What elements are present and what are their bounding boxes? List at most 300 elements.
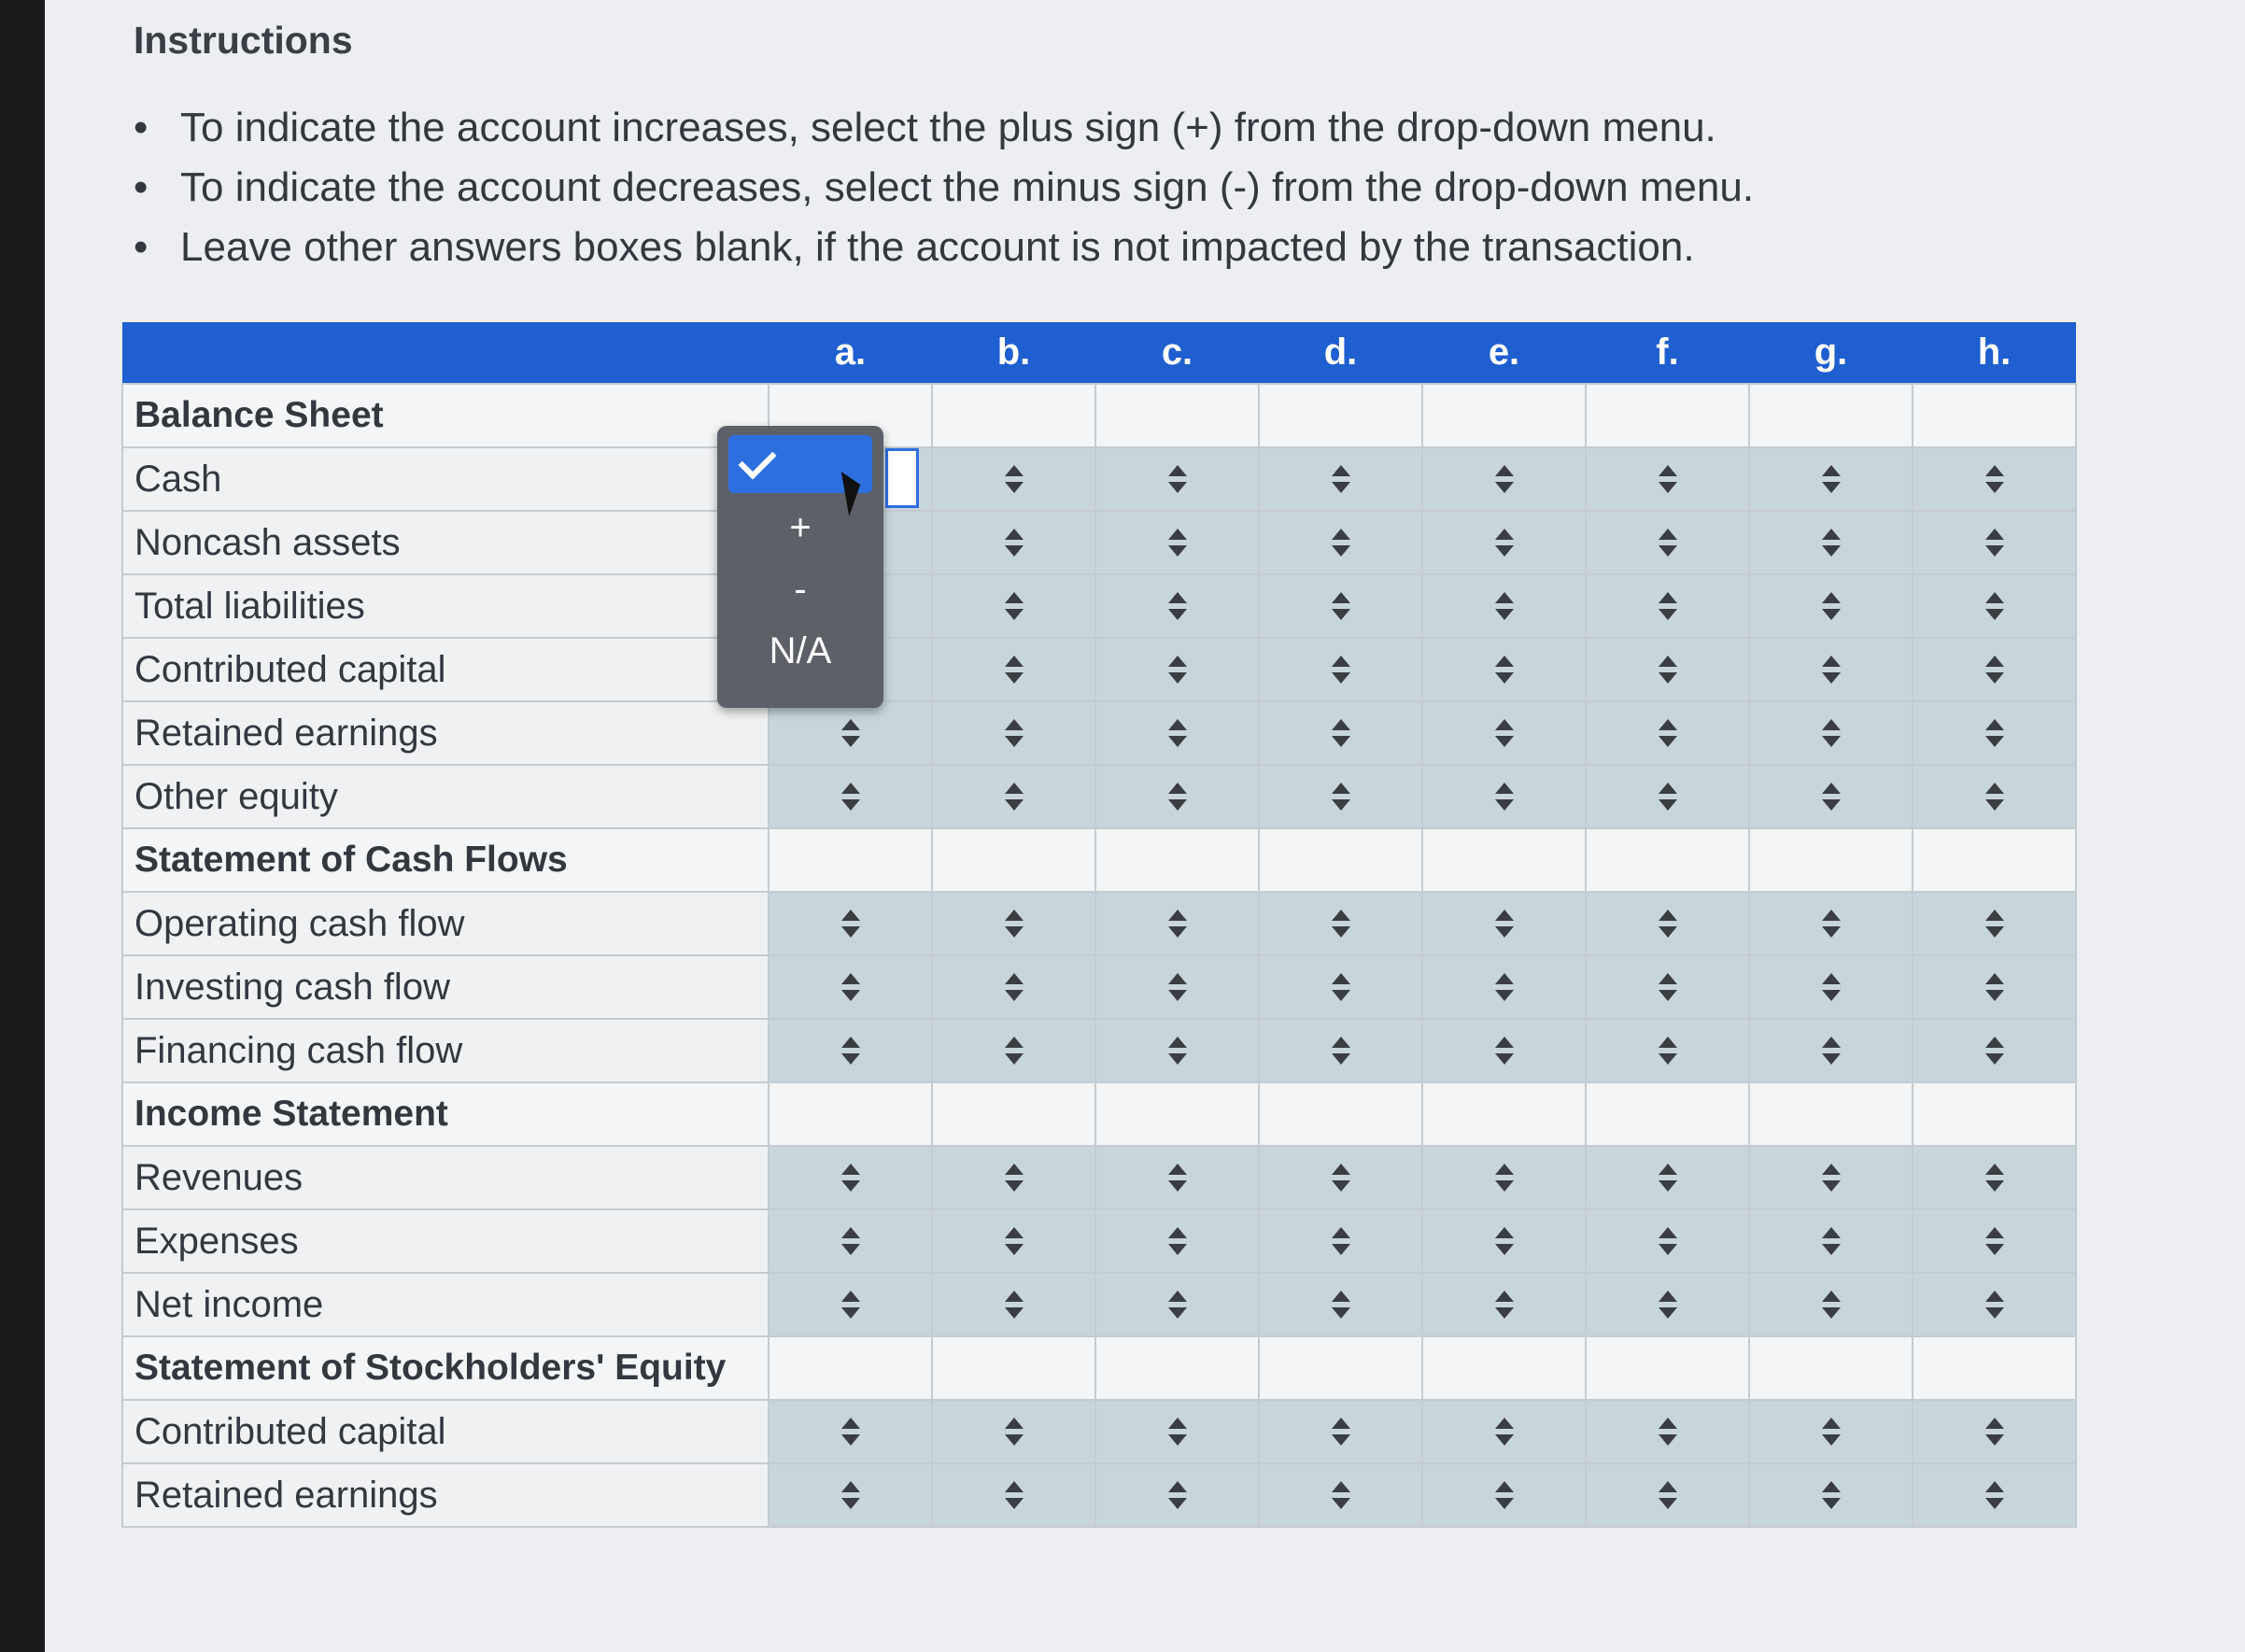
answer-cell — [1259, 574, 1422, 638]
sign-select[interactable] — [986, 903, 1042, 944]
answer-cell — [1095, 892, 1259, 955]
sign-select[interactable] — [1640, 522, 1696, 563]
table-row — [122, 511, 2076, 574]
sign-select[interactable] — [1640, 649, 1696, 690]
section-blank-cell — [1913, 1336, 2076, 1400]
sign-select[interactable] — [1803, 522, 1859, 563]
section-blank-cell — [1749, 1336, 1913, 1400]
select-arrows-icon — [1493, 529, 1516, 557]
section-blank-cell — [769, 1082, 932, 1146]
sign-select[interactable] — [1967, 1221, 2023, 1262]
select-arrows-icon — [840, 973, 862, 1001]
answer-cell — [1422, 955, 1586, 1019]
select-arrows-icon — [1003, 1291, 1025, 1319]
sign-select[interactable] — [823, 713, 879, 754]
answer-cell — [1749, 1146, 1913, 1209]
sign-select[interactable] — [823, 1284, 879, 1325]
sign-select[interactable] — [1640, 459, 1696, 500]
section-blank-cell — [932, 1082, 1095, 1146]
column-header: c. — [1095, 322, 1259, 384]
sign-select[interactable] — [1476, 459, 1532, 500]
sign-select[interactable] — [1150, 522, 1206, 563]
section-blank-cell — [1913, 384, 2076, 447]
answer-cell — [1259, 892, 1422, 955]
select-arrows-icon — [1166, 1037, 1189, 1065]
sign-select[interactable] — [1150, 1221, 1206, 1262]
answer-cell — [932, 701, 1095, 765]
answer-cell — [932, 638, 1095, 701]
select-arrows-icon — [1820, 719, 1843, 747]
sign-select[interactable] — [1476, 586, 1532, 627]
select-arrows-icon — [1657, 656, 1679, 684]
sign-select[interactable] — [1803, 713, 1859, 754]
answer-cell — [1749, 1400, 1913, 1463]
answer-cell — [1422, 701, 1586, 765]
select-arrows-icon — [1657, 783, 1679, 811]
answer-cell — [1422, 1273, 1586, 1336]
sign-select[interactable] — [1313, 1284, 1369, 1325]
sign-select[interactable] — [1150, 776, 1206, 817]
sign-select[interactable] — [1803, 1284, 1859, 1325]
answer-cell — [1259, 701, 1422, 765]
section-blank-cell — [932, 384, 1095, 447]
sign-select[interactable] — [1803, 649, 1859, 690]
select-arrows-icon — [1493, 592, 1516, 620]
section-title: Statement of Stockholders' Equity — [122, 1336, 769, 1400]
answer-cell — [932, 1400, 1095, 1463]
instructions-list — [134, 98, 1754, 277]
sign-select[interactable] — [1150, 1030, 1206, 1071]
select-arrows-icon — [1003, 592, 1025, 620]
account-label: Retained earnings — [122, 1463, 769, 1527]
sign-select[interactable] — [986, 1475, 1042, 1516]
account-label: Contributed capital — [122, 1400, 769, 1463]
select-arrows-icon — [1166, 592, 1189, 620]
sign-select[interactable] — [1967, 713, 2023, 754]
sign-select[interactable] — [986, 776, 1042, 817]
account-label: Noncash assets — [122, 511, 769, 574]
answer-cell — [769, 1273, 932, 1336]
select-arrows-icon — [1984, 656, 2006, 684]
section-blank-cell — [1586, 1082, 1749, 1146]
answer-cell — [1749, 892, 1913, 955]
dropdown-option-na[interactable]: N/A — [769, 629, 832, 671]
answer-cell — [1095, 447, 1259, 511]
section-blank-cell — [1259, 1082, 1422, 1146]
sign-select[interactable] — [1313, 1475, 1369, 1516]
select-arrows-icon — [840, 719, 862, 747]
select-arrows-icon — [1166, 1481, 1189, 1509]
sign-select[interactable] — [1640, 903, 1696, 944]
sign-select[interactable] — [1640, 1284, 1696, 1325]
account-label: Investing cash flow — [122, 955, 769, 1019]
answer-cell — [1749, 955, 1913, 1019]
section-blank-cell — [1259, 828, 1422, 892]
sign-select[interactable] — [986, 1030, 1042, 1071]
select-arrows-icon — [840, 1227, 862, 1255]
sign-select[interactable] — [1967, 649, 2023, 690]
select-arrows-icon — [1330, 1481, 1352, 1509]
select-arrows-icon — [1657, 910, 1679, 938]
answer-cell — [1095, 701, 1259, 765]
section-blank-cell — [1913, 1082, 2076, 1146]
sign-select[interactable] — [1476, 713, 1532, 754]
sign-select[interactable] — [1967, 586, 2023, 627]
table-row — [122, 1463, 2076, 1527]
answer-cell — [1259, 447, 1422, 511]
answer-cell — [1586, 765, 1749, 828]
select-arrows-icon — [1657, 719, 1679, 747]
sign-select[interactable] — [1967, 1411, 2023, 1452]
table-row — [122, 892, 2076, 955]
account-label: Contributed capital — [122, 638, 769, 701]
sign-select[interactable] — [986, 713, 1042, 754]
answer-cell — [1422, 447, 1586, 511]
sign-select[interactable] — [1967, 1475, 2023, 1516]
sign-select[interactable] — [1803, 1157, 1859, 1198]
sign-select[interactable] — [823, 1157, 879, 1198]
sign-select[interactable] — [1640, 776, 1696, 817]
dropdown-option-plus[interactable]: + — [789, 506, 812, 548]
sign-select[interactable] — [1313, 459, 1369, 500]
sign-select[interactable] — [1313, 522, 1369, 563]
check-icon — [738, 441, 776, 479]
select-arrows-icon — [1493, 465, 1516, 493]
answer-cell — [1259, 1146, 1422, 1209]
select-arrows-icon — [1984, 973, 2006, 1001]
sign-select[interactable] — [1803, 586, 1859, 627]
account-label: Financing cash flow — [122, 1019, 769, 1082]
section-blank-cell — [1422, 384, 1586, 447]
section-blank-cell — [1095, 384, 1259, 447]
sign-select[interactable] — [986, 522, 1042, 563]
answer-cell — [1586, 1463, 1749, 1527]
select-arrows-icon — [1003, 1227, 1025, 1255]
sign-select[interactable] — [1313, 903, 1369, 944]
sign-select[interactable] — [1476, 1030, 1532, 1071]
sign-select[interactable] — [1803, 776, 1859, 817]
sign-select[interactable] — [986, 459, 1042, 500]
sign-select[interactable] — [986, 967, 1042, 1008]
sign-select[interactable] — [1967, 1030, 2023, 1071]
select-arrows-icon — [1820, 529, 1843, 557]
select-arrows-icon — [840, 783, 862, 811]
sign-select[interactable] — [1967, 967, 2023, 1008]
sign-select[interactable] — [1476, 967, 1532, 1008]
sign-select[interactable] — [823, 1411, 879, 1452]
sign-select[interactable] — [1150, 713, 1206, 754]
sign-select[interactable] — [1313, 713, 1369, 754]
sign-select[interactable] — [1476, 1411, 1532, 1452]
sign-select[interactable] — [1640, 586, 1696, 627]
sign-select[interactable] — [1803, 903, 1859, 944]
sign-select[interactable] — [1967, 1157, 2023, 1198]
section-blank-cell — [1259, 1336, 1422, 1400]
sign-select[interactable] — [1803, 967, 1859, 1008]
account-label: Retained earnings — [122, 701, 769, 765]
column-header: b. — [932, 322, 1095, 384]
answer-cell — [932, 955, 1095, 1019]
select-arrows-icon — [1657, 1037, 1679, 1065]
select-arrows-icon — [1820, 465, 1843, 493]
sign-select[interactable] — [823, 903, 879, 944]
select-arrows-icon — [1820, 1164, 1843, 1192]
select-arrows-icon — [1003, 1164, 1025, 1192]
sign-select[interactable] — [1313, 1030, 1369, 1071]
answer-cell — [1422, 1019, 1586, 1082]
answer-cell — [1913, 1209, 2076, 1273]
select-arrows-icon — [840, 910, 862, 938]
answer-cell — [1259, 1019, 1422, 1082]
select-arrows-icon — [1003, 973, 1025, 1001]
section-title: Statement of Cash Flows — [122, 828, 769, 892]
column-header: g. — [1749, 322, 1913, 384]
select-arrows-icon — [1330, 783, 1352, 811]
corner-header — [122, 322, 769, 384]
answer-cell — [1749, 1273, 1913, 1336]
select-arrows-icon — [840, 1164, 862, 1192]
answer-cell — [1422, 1463, 1586, 1527]
effects-table — [121, 322, 2077, 1528]
answer-cell — [1913, 1273, 2076, 1336]
sign-select[interactable] — [1803, 1221, 1859, 1262]
select-arrows-icon — [1820, 1418, 1843, 1446]
select-arrows-icon — [1330, 719, 1352, 747]
answer-cell — [769, 892, 932, 955]
select-arrows-icon — [1330, 592, 1352, 620]
table-row — [122, 1146, 2076, 1209]
section-blank-cell — [1749, 828, 1913, 892]
select-arrows-icon — [1657, 1227, 1679, 1255]
select-arrows-icon — [1984, 910, 2006, 938]
sign-select[interactable] — [1803, 1411, 1859, 1452]
section-header-row — [122, 828, 2076, 892]
answer-cell — [1749, 1209, 1913, 1273]
sign-select[interactable] — [1313, 1221, 1369, 1262]
sign-select[interactable] — [1803, 1475, 1859, 1516]
answer-cell — [932, 1209, 1095, 1273]
select-arrows-icon — [1493, 1164, 1516, 1192]
sign-select[interactable] — [986, 1157, 1042, 1198]
select-arrows-icon — [1330, 1164, 1352, 1192]
answer-cell — [1586, 638, 1749, 701]
select-arrows-icon — [1820, 973, 1843, 1001]
select-arrows-icon — [1330, 1418, 1352, 1446]
section-blank-cell — [1095, 1336, 1259, 1400]
answer-cell — [1422, 1146, 1586, 1209]
select-arrows-icon — [1657, 1481, 1679, 1509]
answer-cell — [1422, 765, 1586, 828]
table-row — [122, 1019, 2076, 1082]
account-label: Other equity — [122, 765, 769, 828]
sign-select[interactable] — [1313, 776, 1369, 817]
account-label: Total liabilities — [122, 574, 769, 638]
answer-cell — [1749, 1463, 1913, 1527]
column-header: e. — [1422, 322, 1586, 384]
answer-cell — [932, 1463, 1095, 1527]
sign-select[interactable] — [1640, 1475, 1696, 1516]
table-row — [122, 1209, 2076, 1273]
answer-cell — [1095, 1463, 1259, 1527]
sign-select[interactable] — [1150, 459, 1206, 500]
select-arrows-icon — [1984, 719, 2006, 747]
sign-select[interactable] — [1476, 522, 1532, 563]
answer-cell — [932, 511, 1095, 574]
sign-select[interactable] — [1967, 522, 2023, 563]
answer-cell — [1913, 701, 2076, 765]
select-arrows-icon — [1657, 1291, 1679, 1319]
sign-select[interactable] — [1313, 1411, 1369, 1452]
answer-cell — [1586, 574, 1749, 638]
sign-select[interactable] — [1313, 649, 1369, 690]
answer-cell — [769, 1019, 932, 1082]
instruction-item: • To indicate the account increases, select the plus sign (+) from the drop-down menu. — [134, 98, 1754, 158]
sign-select[interactable] — [1313, 1157, 1369, 1198]
sign-select[interactable] — [1803, 459, 1859, 500]
answer-cell — [769, 1400, 932, 1463]
sign-select[interactable] — [1640, 1221, 1696, 1262]
select-arrows-icon — [1493, 1291, 1516, 1319]
answer-cell — [1913, 892, 2076, 955]
sign-select[interactable] — [986, 1284, 1042, 1325]
sign-select[interactable] — [1967, 1284, 2023, 1325]
sign-select[interactable] — [1476, 1157, 1532, 1198]
answer-cell — [1095, 638, 1259, 701]
select-arrows-icon — [1493, 1481, 1516, 1509]
sign-select[interactable] — [1150, 967, 1206, 1008]
select-arrows-icon — [1330, 1227, 1352, 1255]
sign-select[interactable] — [1313, 967, 1369, 1008]
select-arrows-icon — [1493, 1418, 1516, 1446]
sign-select[interactable] — [1313, 586, 1369, 627]
section-title: Income Statement — [122, 1082, 769, 1146]
select-arrows-icon — [1166, 656, 1189, 684]
sign-dropdown-menu[interactable] — [717, 426, 883, 708]
sign-select[interactable] — [823, 1475, 879, 1516]
answer-cell — [769, 955, 932, 1019]
sign-select[interactable] — [986, 649, 1042, 690]
select-arrows-icon — [840, 1418, 862, 1446]
select-arrows-icon — [1330, 1291, 1352, 1319]
select-arrows-icon — [1820, 1037, 1843, 1065]
answer-cell — [1095, 765, 1259, 828]
answer-cell — [1749, 1019, 1913, 1082]
answer-cell — [932, 765, 1095, 828]
section-header-row — [122, 1336, 2076, 1400]
select-arrows-icon — [1003, 656, 1025, 684]
sign-select[interactable] — [1640, 713, 1696, 754]
select-arrows-icon — [1166, 1418, 1189, 1446]
active-select-box[interactable] — [885, 448, 919, 508]
sign-select[interactable] — [1640, 1157, 1696, 1198]
sign-select[interactable] — [1476, 1475, 1532, 1516]
sign-select[interactable] — [1640, 1411, 1696, 1452]
select-arrows-icon — [1493, 1037, 1516, 1065]
answer-cell — [1422, 1400, 1586, 1463]
sign-select[interactable] — [823, 967, 879, 1008]
answer-cell — [1422, 1209, 1586, 1273]
screen-bezel — [0, 0, 45, 1652]
sign-select[interactable] — [986, 1221, 1042, 1262]
section-blank-cell — [932, 1336, 1095, 1400]
table-row — [122, 765, 2076, 828]
section-blank-cell — [1095, 828, 1259, 892]
select-arrows-icon — [1166, 783, 1189, 811]
sign-select[interactable] — [823, 776, 879, 817]
select-arrows-icon — [1003, 465, 1025, 493]
sign-select[interactable] — [1150, 586, 1206, 627]
select-arrows-icon — [840, 1037, 862, 1065]
answer-cell — [1259, 765, 1422, 828]
answer-cell — [1586, 511, 1749, 574]
section-blank-cell — [1259, 384, 1422, 447]
sign-select[interactable] — [1150, 1157, 1206, 1198]
instruction-item: • Leave other answers boxes blank, if the account is not impacted by the transaction. — [134, 218, 1754, 277]
answer-cell — [932, 574, 1095, 638]
select-arrows-icon — [1166, 719, 1189, 747]
section-blank-cell — [769, 828, 932, 892]
select-arrows-icon — [1657, 1164, 1679, 1192]
select-arrows-icon — [1166, 1291, 1189, 1319]
account-label: Cash — [122, 447, 769, 511]
sign-select[interactable] — [1150, 1475, 1206, 1516]
sign-select[interactable] — [1150, 1411, 1206, 1452]
select-arrows-icon — [1003, 1418, 1025, 1446]
sign-select[interactable] — [1476, 649, 1532, 690]
sign-select[interactable] — [1476, 1221, 1532, 1262]
sign-select[interactable] — [1640, 1030, 1696, 1071]
answer-cell — [1586, 447, 1749, 511]
select-arrows-icon — [1820, 656, 1843, 684]
sign-select[interactable] — [1967, 776, 2023, 817]
sign-select[interactable] — [1967, 459, 2023, 500]
select-arrows-icon — [1166, 1227, 1189, 1255]
sign-select[interactable] — [1150, 649, 1206, 690]
answer-cell — [769, 765, 932, 828]
sign-select[interactable] — [823, 1221, 879, 1262]
sign-select[interactable] — [1803, 1030, 1859, 1071]
dropdown-option-minus[interactable]: - — [794, 568, 807, 610]
sign-select[interactable] — [986, 586, 1042, 627]
sign-select[interactable] — [1476, 1284, 1532, 1325]
sign-select[interactable] — [1967, 903, 2023, 944]
sign-select[interactable] — [1476, 903, 1532, 944]
answer-cell — [1586, 1400, 1749, 1463]
answer-cell — [769, 1146, 932, 1209]
sign-select[interactable] — [1150, 903, 1206, 944]
answer-cell — [1913, 1400, 2076, 1463]
section-title: Balance Sheet — [122, 384, 769, 447]
select-arrows-icon — [1984, 529, 2006, 557]
sign-select[interactable] — [1476, 776, 1532, 817]
instructions-title: Instructions — [134, 19, 353, 62]
select-arrows-icon — [1330, 973, 1352, 1001]
answer-cell — [932, 447, 1095, 511]
select-arrows-icon — [1166, 973, 1189, 1001]
table-row — [122, 1400, 2076, 1463]
sign-select[interactable] — [823, 1030, 879, 1071]
answer-cell — [1095, 574, 1259, 638]
select-arrows-icon — [1820, 910, 1843, 938]
account-label: Expenses — [122, 1209, 769, 1273]
sign-select[interactable] — [1150, 1284, 1206, 1325]
section-header-row — [122, 384, 2076, 447]
answer-cell — [1913, 955, 2076, 1019]
sign-select[interactable] — [1640, 967, 1696, 1008]
section-blank-cell — [1422, 1082, 1586, 1146]
answer-cell — [1095, 1209, 1259, 1273]
sign-select[interactable] — [986, 1411, 1042, 1452]
